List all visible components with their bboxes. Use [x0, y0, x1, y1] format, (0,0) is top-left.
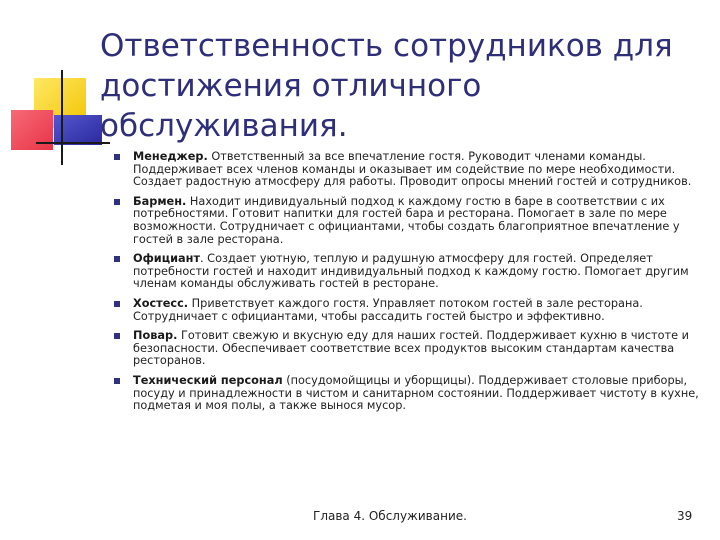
square-bullet-icon — [114, 301, 120, 307]
chapter-label: Глава 4. Обслуживание. — [313, 509, 467, 523]
role-name: Официант — [133, 252, 200, 266]
role-description: (посудомойщицы и уборщицы). Поддерживает столовые приборы, посуду и принадлежности в чистом и санитарном состоянии. Поддерживает чистоту в кухне, подметая и моя полы, а также вынося мусор. — [133, 373, 699, 413]
list-item — [112, 196, 700, 246]
square-bullet-icon — [114, 333, 120, 339]
role-name: Бармен. — [133, 194, 187, 208]
square-bullet-icon — [114, 256, 120, 262]
role-name: Хостесс. — [133, 296, 189, 310]
list-item — [112, 375, 700, 413]
role-name: Менеджер. — [133, 150, 208, 163]
list-item — [112, 253, 700, 291]
role-description: . Создает уютную, теплую и радушную атмосферу для гостей. Определяет потребности гостей и находит индивидуальный подход к каждому гостю. Помогает другим членам команды обслуживать гостей в ресторане. — [133, 252, 689, 291]
role-name: Повар. — [133, 329, 178, 343]
list-item — [112, 298, 700, 323]
slide-title: Ответственность сотрудников для достижения отличного обслуживания. — [100, 28, 673, 144]
responsibilities-list — [112, 151, 700, 420]
page-number: 39 — [677, 509, 693, 523]
role-name: Технический персонал — [133, 373, 283, 387]
list-item — [112, 330, 700, 368]
role-description: Приветствует каждого гостя. Управляет потоком гостей в зале ресторана. Сотрудничает с официантами, чтобы рассадить гостей быстро и эффективно. — [133, 296, 643, 323]
role-description: Находит индивидуальный подход к каждому гостю в баре в соответствии с их потребностями. Готовит напитки для гостей бара и ресторана. Помогает в зале по мере возможности. Сотрудничает с официантами, чтобы создать благоприятное впечатление у гостей в зале ресторана. — [133, 194, 680, 246]
list-item — [112, 151, 700, 189]
square-bullet-icon — [114, 154, 120, 160]
square-bullet-icon — [114, 199, 120, 205]
square-bullet-icon — [114, 378, 120, 384]
role-description: Готовит свежую и вкусную еду для наших гостей. Поддерживает кухню в чистоте и безопасности. Обеспечивает соответствие всех продуктов высоким стандартам качества ресторанов. — [133, 329, 690, 368]
role-description: Ответственный за все впечатление гостя. Руководит членами команды. Поддерживает всех членов команды и оказывает им содействие по мере необходимости. Создает радостную атмосферу для работы. Проводит опросы мнений гостей и сотрудников. — [133, 150, 692, 189]
decorative-squares-icon — [0, 0, 110, 170]
